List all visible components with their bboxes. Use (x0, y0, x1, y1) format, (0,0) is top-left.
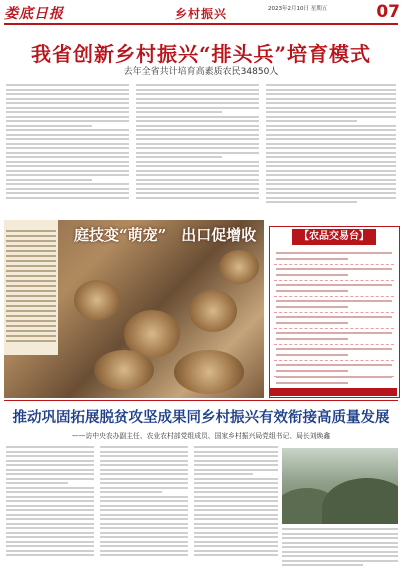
ad-title: 【农品交易台】 (292, 229, 376, 245)
section-name: 乡村振兴 (174, 7, 227, 21)
ad-item (274, 312, 394, 329)
article-2-body-col-4 (282, 528, 398, 572)
article-2-body (6, 446, 94, 572)
article-1-body-col-3 (266, 84, 396, 220)
article-1-body (6, 84, 129, 214)
article-1-body-col-2 (136, 84, 259, 214)
article-2-body-col-2 (100, 446, 188, 572)
ad-item (274, 344, 394, 361)
article-1-headline: 我省创新乡村振兴“排头兵”培育模式 (30, 42, 371, 66)
article-2-subhead: ——访中央农办副主任、农业农村部党组成员、国家乡村振兴局党组书记、局长刘焕鑫 (71, 432, 331, 440)
ad-item (274, 280, 394, 297)
masthead-logo: 娄底日报 (4, 6, 64, 22)
ad-item (274, 248, 394, 265)
article-2-headline: 推动巩固拓展脱贫攻坚成果同乡村振兴有效衔接高质量发展 (12, 409, 390, 426)
article-2-subtitle-tag (194, 480, 278, 487)
page-number: 07 (376, 2, 400, 22)
ad-item (274, 328, 394, 345)
ad-footer (270, 388, 397, 396)
ad-item (274, 296, 394, 313)
ad-item (274, 264, 394, 281)
section-divider (4, 400, 398, 401)
article-2-body-col-3 (194, 446, 278, 572)
date-line (268, 5, 372, 21)
article-2-subtitle-tag (6, 476, 94, 483)
photo-caption (6, 230, 56, 350)
masthead-rule (4, 23, 398, 25)
article-1-subhead: 去年全省共计培育高素质农民34850人 (123, 67, 279, 77)
news-photo-village (282, 448, 398, 524)
ad-item (274, 372, 394, 389)
date-text: 2023年2月10日 星期五 (268, 6, 328, 12)
photo-story-headline: 庭技变“萌宠” 出口促增收 (74, 226, 257, 244)
